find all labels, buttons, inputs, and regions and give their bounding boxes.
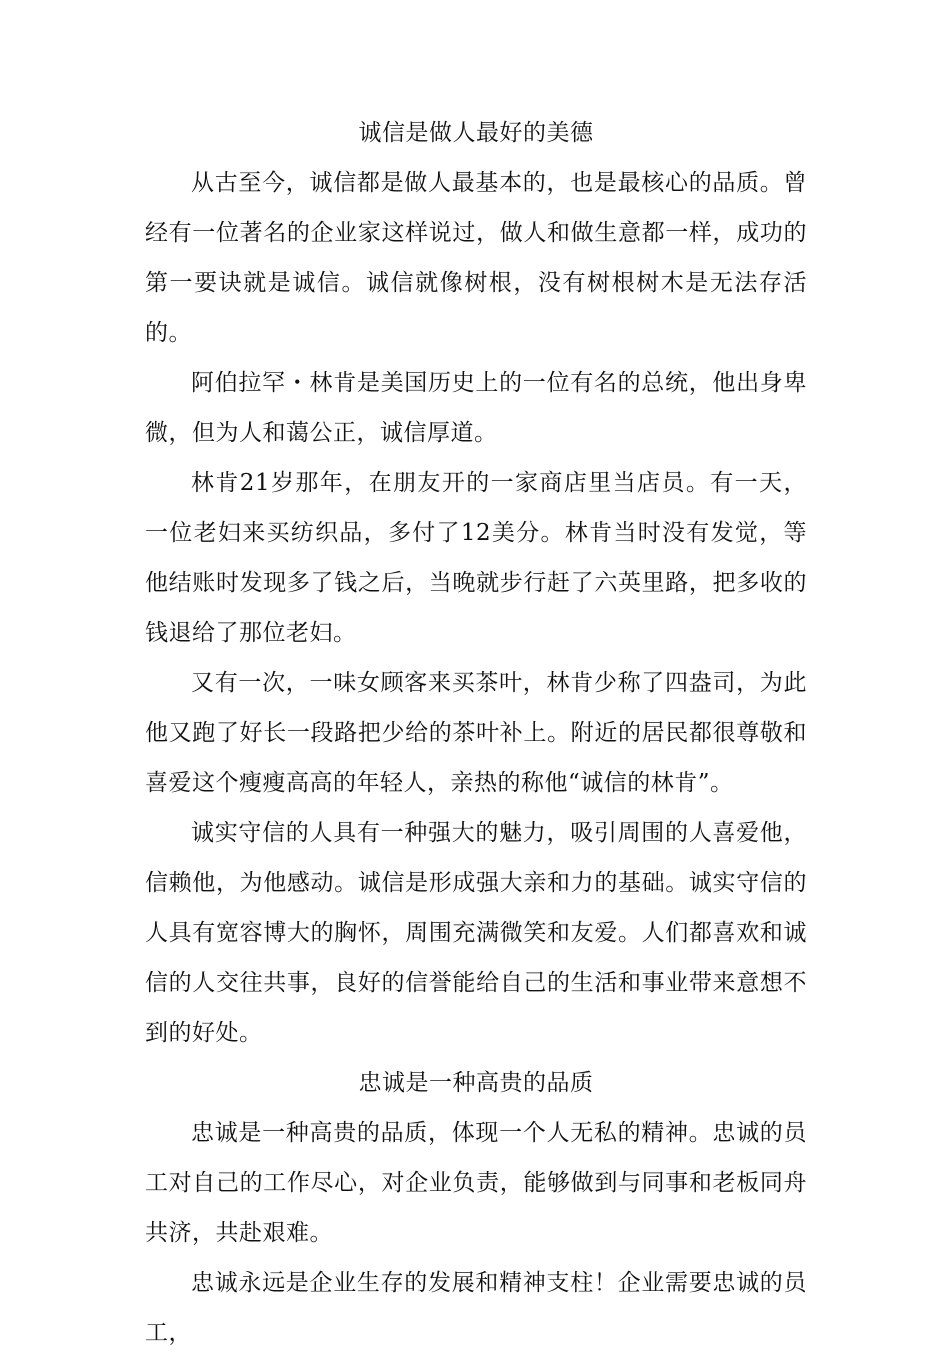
- paragraph: 诚实守信的人具有一种强大的魅力，吸引周围的人喜爱他，信赖他，为他感动。诚信是形成强大亲和力的基础。诚实守信的人具有宽容博大的胸怀，周围充满微笑和友爱。人们都喜欢和诚信的人交往共事，良好的信誉能给自己的生活和事业带来意想不到的好处。: [145, 820, 807, 1046]
- section-title: 诚信是做人最好的美德: [358, 120, 594, 146]
- paragraph: 忠诚是一种高贵的品质，体现一个人无私的精神。忠诚的员工对自己的工作尽心，对企业负责，能够做到与同事和老板同舟共济，共赴艰难。: [145, 1120, 807, 1246]
- paragraph: 阿伯拉罕・林肯是美国历史上的一位有名的总统，他出身卑微，但为人和蔼公正，诚信厚道。: [145, 370, 807, 446]
- paragraph: 从古至今，诚信都是做人最基本的，也是最核心的品质。曾经有一位著名的企业家这样说过，做人和做生意都一样，成功的第一要诀就是诚信。诚信就像树根，没有树根树木是无法存活的。: [145, 170, 807, 346]
- paragraph: 又有一次，一味女顾客来买茶叶，林肯少称了四盎司，为此他又跑了好长一段路把少给的茶叶补上。附近的居民都很尊敬和喜爱这个瘦瘦高高的年轻人，亲热的称他“诚信的林肯”。: [145, 670, 807, 796]
- section-title: 忠诚是一种高贵的品质: [358, 1070, 594, 1096]
- paragraph: 林肯21岁那年，在朋友开的一家商店里当店员。有一天，一位老妇来买纺织品，多付了12美分。林肯当时没有发觉，等他结账时发现多了钱之后，当晚就步行赶了六英里路，把多收的钱退给了那位老妇。: [145, 470, 807, 646]
- document-body: [145, 108, 807, 1358]
- paragraph: 忠诚永远是企业生存的发展和精神支柱！企业需要忠诚的员工，: [145, 1270, 807, 1346]
